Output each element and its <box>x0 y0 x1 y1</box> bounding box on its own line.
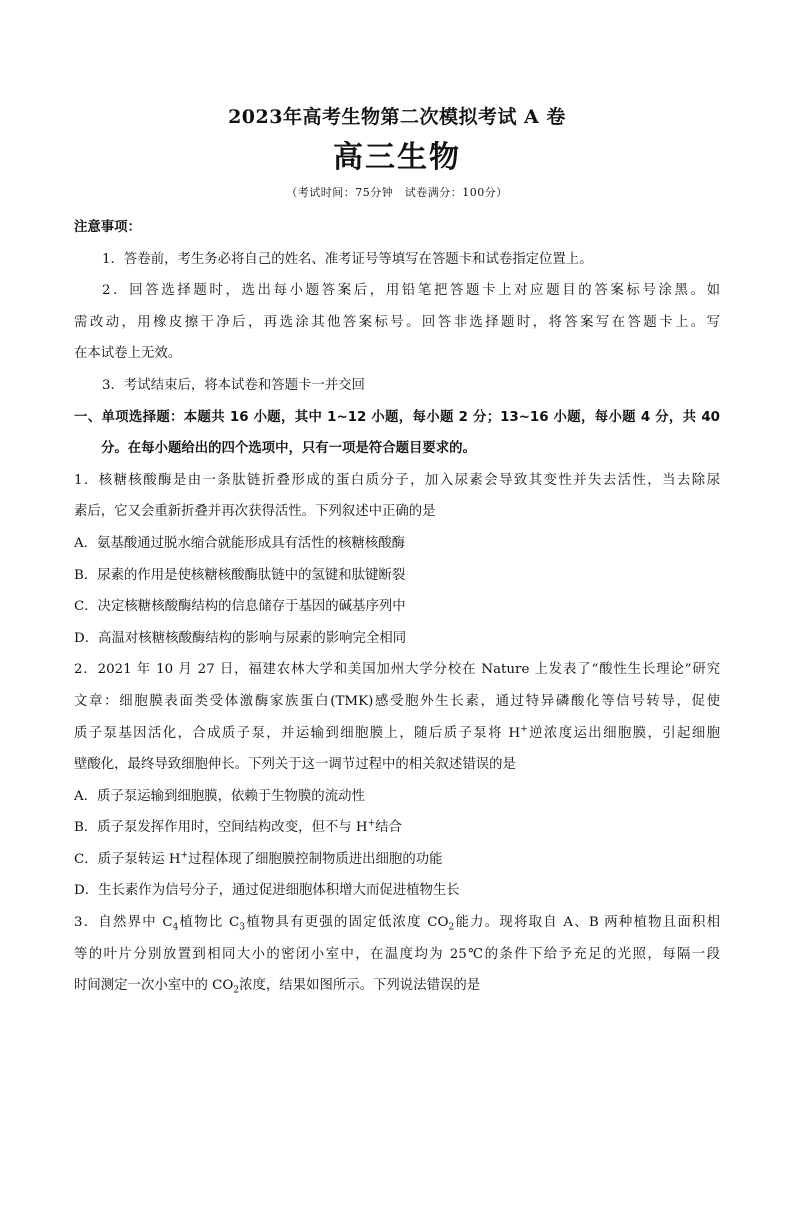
q3-stem-line-2: 等的叶片分别放置到相同大小的密闭小室中，在温度均为 25℃的条件下给予充足的光照，每隔一段 <box>74 946 720 962</box>
q2-stem-line-2: 文章：细胞膜表面类受体激酶家族蛋白(TMK)感受胞外生长素，通过特异磷酸化等信号转导，促使 <box>74 693 720 709</box>
q2-stem-line-3 <box>74 718 720 750</box>
q3-line-1-part-b: 植物比 C <box>178 915 240 931</box>
exam-header <box>74 104 720 202</box>
exam-page <box>0 104 794 1227</box>
exam-body <box>74 212 720 1002</box>
q2-option-b-part-a: B．质子泵发挥作用时，空间结构改变，但不与 H <box>74 820 368 836</box>
q1-stem-line-2: 素后，它又会重新折叠并再次获得活性。下列叙述中正确的是 <box>74 504 436 520</box>
notice-item-2-line-2: 需改动，用橡皮擦干净后，再选涂其他答案标号。回答非选择题时，将答案写在答题卡上。写 <box>74 314 720 330</box>
q2-stem-line-1: 2．2021 年 10 月 27 日，福建农林大学和美国加州大学分校在 Nature 上发表了“酸性生长理论”研究 <box>74 662 720 678</box>
h-plus-superscript: + <box>180 850 189 861</box>
section-1-heading-line-1: 一、单项选择题：本题共 16 小题，其中 1~12 小题，每小题 2 分；13~16 小题，每小题 4 分，共 40 <box>74 409 720 425</box>
q2-option-c <box>74 844 720 876</box>
q2-stem-line-3-part-a: 质子泵基因活化，合成质子泵，并运输到细胞膜上，随后质子泵将 H <box>74 725 521 741</box>
q3-stem-line-3 <box>74 970 720 1002</box>
q2-option-b <box>74 812 720 844</box>
section-1-heading-line-2: 分。在每小题给出的四个选项中，只有一项是符合题目要求的。 <box>101 441 476 457</box>
q2-stem-line-3-part-b: 逆浓度运出细胞膜，引起细胞 <box>527 725 720 741</box>
q2-option-c-part-a: C．质子泵转运 H <box>74 851 181 867</box>
q1-stem-line-1: 1．核糖核酸酶是由一条肽链折叠形成的蛋白质分子，加入尿素会导致其变性并失去活性，当去除尿 <box>74 472 720 488</box>
co2-subscript: 2 <box>233 985 240 996</box>
notice-item-2-line-1: 2．回答选择题时，选出每小题答案后，用铅笔把答题卡上对应题目的答案标号涂黑。如 <box>102 283 720 299</box>
q3-line-1-part-d: 能力。现将取自 A、B 两种植物且面积相 <box>454 915 720 931</box>
co2-subscript: 2 <box>448 922 455 933</box>
q3-line-1-part-a: 3．自然界中 C <box>74 915 173 931</box>
h-plus-superscript: + <box>367 818 376 829</box>
q3-line-3-part-a: 时间测定一次小室中的 CO <box>74 978 234 994</box>
q2-option-b-part-b: 结合 <box>375 820 402 836</box>
exam-info: （考试时间：75分钟 试卷满分：100分） <box>286 186 508 199</box>
q1-option-a: A．氨基酸通过脱水缩合就能形成具有活性的核糖核酸酶 <box>74 535 406 551</box>
q2-stem-line-4: 壁酸化，最终导致细胞伸长。下列关于这一调节过程中的相关叙述错误的是 <box>74 757 516 773</box>
c4-subscript: 4 <box>172 922 179 933</box>
q1-option-b: B．尿素的作用是使核糖核酸酶肽链中的氢键和肽键断裂 <box>74 567 406 583</box>
q3-stem-line-1 <box>74 907 720 939</box>
q2-option-a: A．质子泵运输到细胞膜，依赖于生物膜的流动性 <box>74 788 365 804</box>
q1-option-c: C．决定核糖核酸酶结构的信息储存于基因的碱基序列中 <box>74 599 406 615</box>
h-plus-superscript: + <box>520 724 528 735</box>
notice-item-3: 3．考试结束后，将本试卷和答题卡一并交回 <box>102 377 365 393</box>
notice-heading: 注意事项： <box>74 220 141 235</box>
q2-option-d: D．生长素作为信号分子，通过促进细胞体积增大而促进植物生长 <box>74 883 460 899</box>
q2-option-c-part-b: 过程体现了细胞膜控制物质进出细胞的功能 <box>188 851 443 867</box>
notice-item-1: 1．答卷前，考生务必将自己的姓名、准考证号等填写在答题卡和试卷指定位置上。 <box>102 251 593 267</box>
q3-line-3-part-b: 浓度，结果如图所示。下列说法错误的是 <box>239 978 481 994</box>
c3-subscript: 3 <box>239 922 245 933</box>
exam-title: 2023年高考生物第二次模拟考试 A 卷 <box>228 106 566 128</box>
subject-title: 高三生物 <box>333 140 461 175</box>
q3-line-1-part-c: 植物具有更强的固定低浓度 CO <box>244 915 449 931</box>
q1-option-d: D．高温对核糖核酸酶结构的影响与尿素的影响完全相同 <box>74 630 407 646</box>
notice-item-2-line-3: 在本试卷上无效。 <box>74 346 182 362</box>
